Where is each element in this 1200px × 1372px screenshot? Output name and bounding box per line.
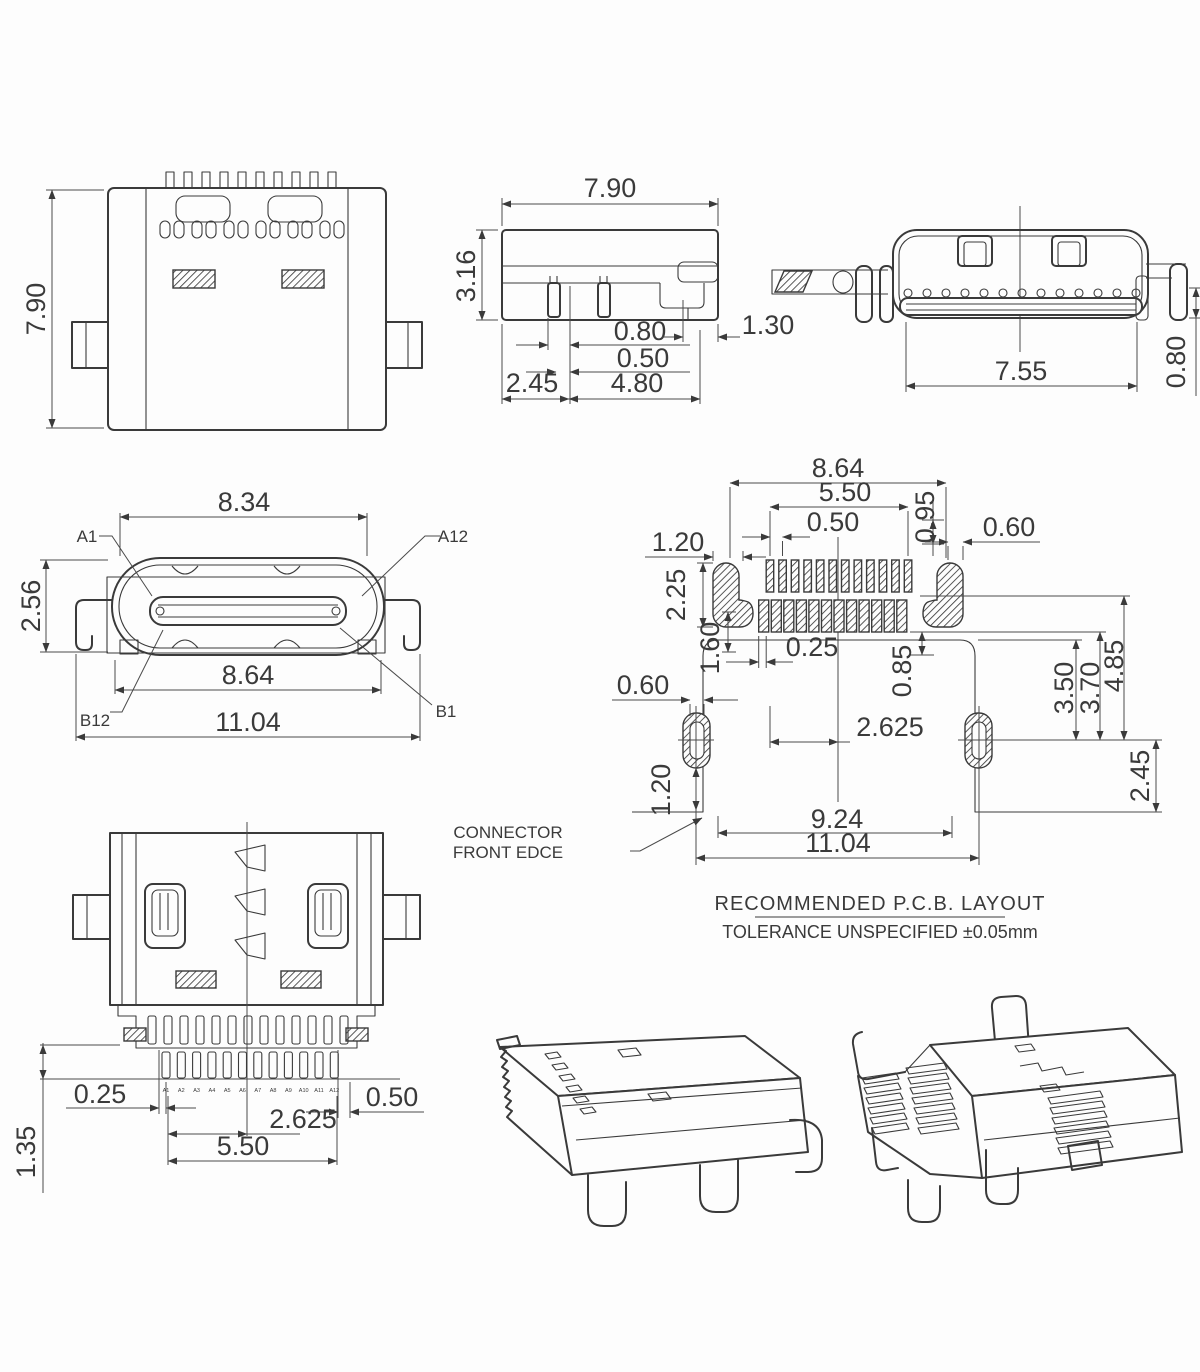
dim-bottom-stagger: 0.25 [73,1079,127,1109]
top-view-vent-holes [160,221,344,238]
dim-pcb-pad-width: 1.20 [651,527,705,557]
dim-bottom-height: 1.35 [11,1125,41,1179]
dim-shell-width: 8.34 [217,487,271,517]
pcb-shield-pad-right [923,563,963,627]
dim-pcb-slot-width: 0.60 [982,512,1036,542]
svg-text:A1: A1 [162,1088,170,1094]
dim-top-height: 7.90 [21,282,51,336]
pcb-front-edge-note [453,818,702,862]
dim-pcb-stagger: 0.25 [785,632,839,662]
svg-text:A2: A2 [177,1088,185,1094]
dim-side-480: 4.80 [610,368,664,398]
bottom-view-pin-labels [163,1088,340,1094]
pcb-layout [453,453,1162,942]
note-front-edge: FRONT EDCE [452,843,564,862]
bottom-view-through-pins [148,1016,348,1044]
iso-view-right [853,996,1182,1222]
bottom-view-keying [235,845,265,959]
dim-pcb-350: 3.50 [1049,661,1079,715]
dim-bottom-center-span: 2.625 [269,1104,337,1134]
bottom-view-smt-pins [162,1052,338,1078]
dim-pcb-085: 0.85 [887,644,917,698]
pcb-dimensions [612,453,1162,858]
label-a1: A1 [76,527,98,546]
dim-shell-height: 2.56 [16,579,46,633]
dim-pcb-095: 0.95 [910,490,940,544]
dim-bottom-pitch: 0.50 [365,1082,419,1112]
bottom-view [11,822,424,1193]
top-view-side-tab [386,322,422,368]
pcb-shield-pad-left [713,563,753,627]
dim-side-080: 0.80 [613,316,667,346]
bottom-view-tab-pad [346,1028,368,1041]
mating-view-tongue [150,597,346,625]
front-view-contacts [904,289,1140,297]
dim-front-lead: 0.80 [1161,335,1191,389]
front-view-latch-windows [958,236,1086,266]
bottom-view-side-tab [383,895,420,939]
svg-text:A4: A4 [208,1088,216,1094]
top-view [21,172,422,430]
dim-pcb-pad-height: 2.25 [661,568,691,622]
front-view [772,206,1200,396]
dim-tongue-width: 8.64 [221,660,275,690]
bottom-view-weld-pad [281,971,321,988]
top-view-weld-pad [173,270,215,288]
bottom-view-side-tab [73,895,110,939]
svg-text:A5: A5 [223,1088,231,1094]
dim-pcb-485: 4.85 [1099,639,1129,693]
dim-pcb-pitch: 0.50 [806,507,860,537]
note-connector: CONNECTOR [453,823,563,842]
dim-pcb-center-span: 2.625 [856,712,924,742]
label-a12: A12 [437,527,469,546]
dim-pcb-hole-width: 0.60 [616,670,670,700]
dim-total-width: 11.04 [215,707,281,737]
svg-text:A9: A9 [285,1088,292,1094]
front-view-tongue [900,298,1142,315]
dim-pcb-370: 3.70 [1075,661,1105,715]
svg-text:A6: A6 [239,1088,246,1094]
label-b12: B12 [79,711,111,730]
side-view [451,173,794,404]
pcb-title: RECOMMENDED P.C.B. LAYOUT [714,893,1046,915]
svg-text:A7: A7 [254,1088,262,1094]
top-view-contact-teeth [166,172,336,222]
dim-pcb-edge: 1.20 [646,763,676,817]
pcb-tolerance: TOLERANCE UNSPECIFIED ±0.05mm [722,922,1038,942]
top-view-side-tab [72,322,108,368]
dim-side-245: 2.45 [505,368,559,398]
dim-bottom-row-span: 5.50 [216,1131,270,1161]
svg-text:A8: A8 [269,1088,277,1094]
dim-pcb-row-span: 5.50 [818,477,872,507]
mating-view-legs [76,600,420,654]
dim-pcb-245: 2.45 [1125,749,1155,803]
pcb-title-block [715,893,1046,942]
svg-text:A11: A11 [314,1088,324,1094]
dim-side-130: 1.30 [741,310,795,340]
side-view-legs [548,276,610,317]
bottom-view-weld-pad [176,971,216,988]
dim-side-050: 0.50 [616,343,670,373]
bottom-view-dimensions [11,1043,424,1193]
dim-side-height: 3.16 [451,249,481,303]
front-view-right-lead [1136,264,1187,320]
svg-text:A12: A12 [329,1088,340,1094]
top-view-weld-pad [282,270,324,288]
dim-front-width: 7.55 [994,356,1048,386]
svg-text:A3: A3 [193,1088,200,1094]
dim-pcb-shield-span: 8.64 [811,453,865,483]
mating-view-latches [172,566,300,648]
pcb-bottom-pad-row [759,600,907,632]
dim-side-width: 7.90 [583,173,637,203]
dim-pcb-924: 9.24 [810,804,864,834]
top-view-dimensions [21,190,104,428]
bottom-view-tab-pad [124,1028,146,1041]
iso-right-left-contacts [862,1063,959,1134]
mating-view [16,487,468,741]
svg-text:A10: A10 [298,1088,309,1094]
iso-view-left [497,1036,822,1226]
dim-pcb-160: 1.60 [695,621,725,675]
pcb-top-pad-row [766,560,912,592]
dim-pcb-1104: 11.04 [805,828,871,858]
label-b1: B1 [435,702,457,721]
